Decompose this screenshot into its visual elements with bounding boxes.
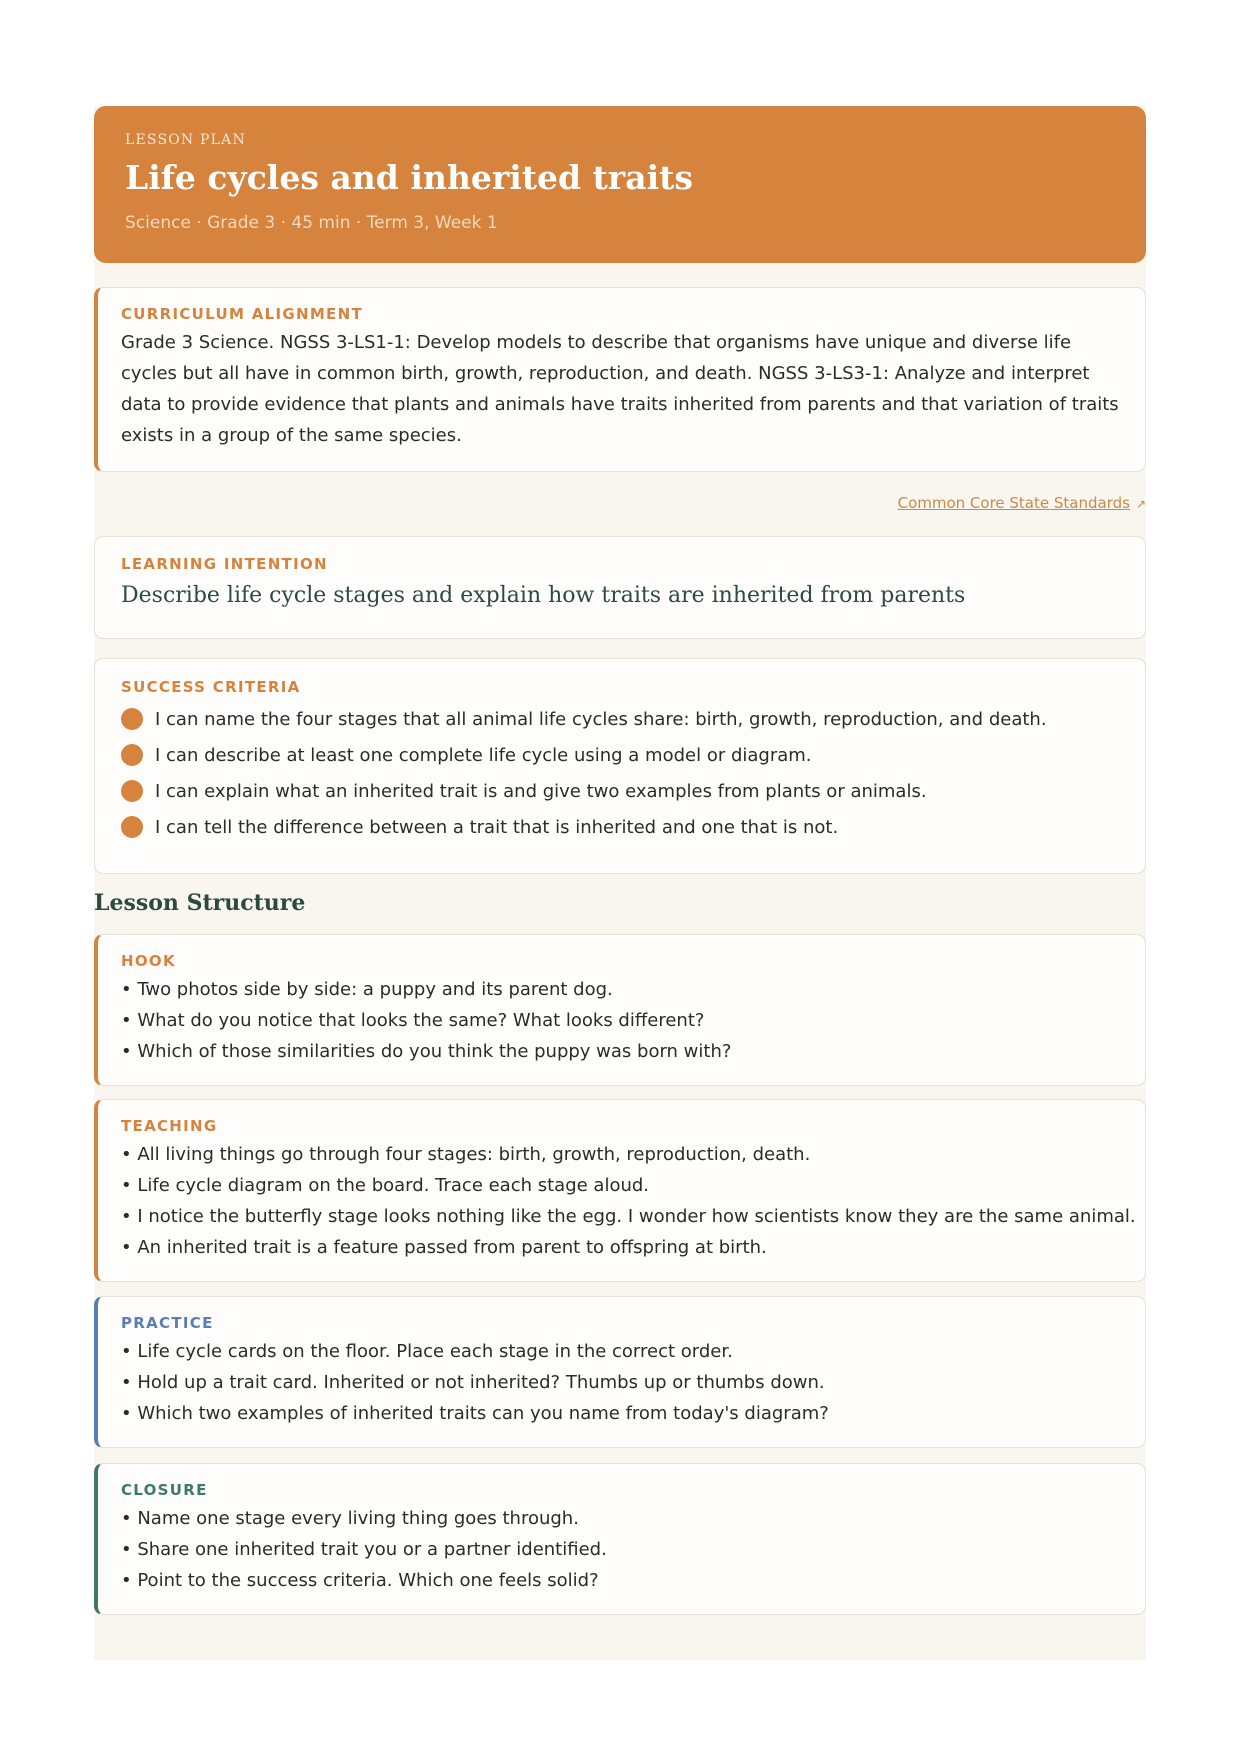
criteria-item xyxy=(121,809,1119,845)
hook-card xyxy=(94,934,1146,1086)
list-item: • Life cycle cards on the floor. Place each stage in the correct order. xyxy=(121,1341,733,1362)
standards-link[interactable]: Common Core State Standards xyxy=(897,494,1130,512)
success-criteria-label: SUCCESS CRITERIA xyxy=(121,678,301,696)
list-item: • All living things go through four stages: birth, growth, reproduction, death. xyxy=(121,1144,811,1165)
list-item: • Which of those similarities do you think the puppy was born with? xyxy=(121,1041,732,1062)
list-item: • Which two examples of inherited traits can you name from today's diagram? xyxy=(121,1403,829,1424)
standards-link-row xyxy=(94,494,1146,512)
criteria-text: I can tell the difference between a trait that is inherited and one that is not. xyxy=(155,816,839,838)
lesson-structure-heading: Lesson Structure xyxy=(94,890,306,916)
list-item: • Name one stage every living thing goes through. xyxy=(121,1508,579,1529)
criteria-item xyxy=(121,773,1119,809)
learning-intention-text: Describe life cycle stages and explain how traits are inherited from parents xyxy=(121,583,966,608)
criteria-bullet-icon xyxy=(121,744,143,766)
curriculum-alignment-text: Grade 3 Science. NGSS 3-LS1-1: Develop models to describe that organisms have unique and diverse life cycles but all have in common birth, growth, reproduction, and death. NGSS 3-LS3-1: Analyze and interpret data to provide evidence that plants and animals have traits inherited from parents and that variation of traits exists in a group of the same species. xyxy=(121,332,1119,446)
practice-label: PRACTICE xyxy=(121,1314,214,1332)
criteria-item xyxy=(121,701,1119,737)
list-item: • I notice the butterfly stage looks nothing like the egg. I wonder how scientists know they are the same animal. xyxy=(121,1206,1136,1227)
list-item: • Life cycle diagram on the board. Trace each stage aloud. xyxy=(121,1175,650,1196)
learning-intention-label: LEARNING INTENTION xyxy=(121,555,328,573)
success-criteria-card xyxy=(94,658,1146,874)
teaching-card xyxy=(94,1099,1146,1282)
criteria-text: I can describe at least one complete life cycle using a model or diagram. xyxy=(155,744,812,766)
list-item: • Hold up a trait card. Inherited or not inherited? Thumbs up or thumbs down. xyxy=(121,1372,825,1393)
lesson-header xyxy=(94,106,1146,263)
criteria-text: I can explain what an inherited trait is and give two examples from plants or animals. xyxy=(155,780,927,802)
criteria-item xyxy=(121,737,1119,773)
learning-intention-card xyxy=(94,536,1146,639)
list-item: • Point to the success criteria. Which one feels solid? xyxy=(121,1570,599,1591)
list-item: • What do you notice that looks the same? What looks different? xyxy=(121,1010,705,1031)
external-link-icon: ↗ xyxy=(1135,497,1146,511)
criteria-text: I can name the four stages that all animal life cycles share: birth, growth, reproduction, and death. xyxy=(155,708,1047,730)
closure-label: CLOSURE xyxy=(121,1481,208,1499)
lesson-meta: Science · Grade 3 · 45 min · Term 3, Week 1 xyxy=(125,213,498,233)
page-title: Life cycles and inherited traits xyxy=(125,158,693,197)
criteria-bullet-icon xyxy=(121,816,143,838)
closure-card xyxy=(94,1463,1146,1615)
list-item: • Share one inherited trait you or a partner identified. xyxy=(121,1539,607,1560)
criteria-bullet-icon xyxy=(121,708,143,730)
list-item: • Two photos side by side: a puppy and its parent dog. xyxy=(121,979,613,1000)
teaching-label: TEACHING xyxy=(121,1117,218,1135)
curriculum-alignment-card xyxy=(94,287,1146,472)
list-item: • An inherited trait is a feature passed from parent to offspring at birth. xyxy=(121,1237,767,1258)
practice-card xyxy=(94,1296,1146,1448)
hook-label: HOOK xyxy=(121,952,176,970)
header-kicker: LESSON PLAN xyxy=(125,132,246,148)
criteria-bullet-icon xyxy=(121,780,143,802)
curriculum-alignment-label: CURRICULUM ALIGNMENT xyxy=(121,305,363,323)
